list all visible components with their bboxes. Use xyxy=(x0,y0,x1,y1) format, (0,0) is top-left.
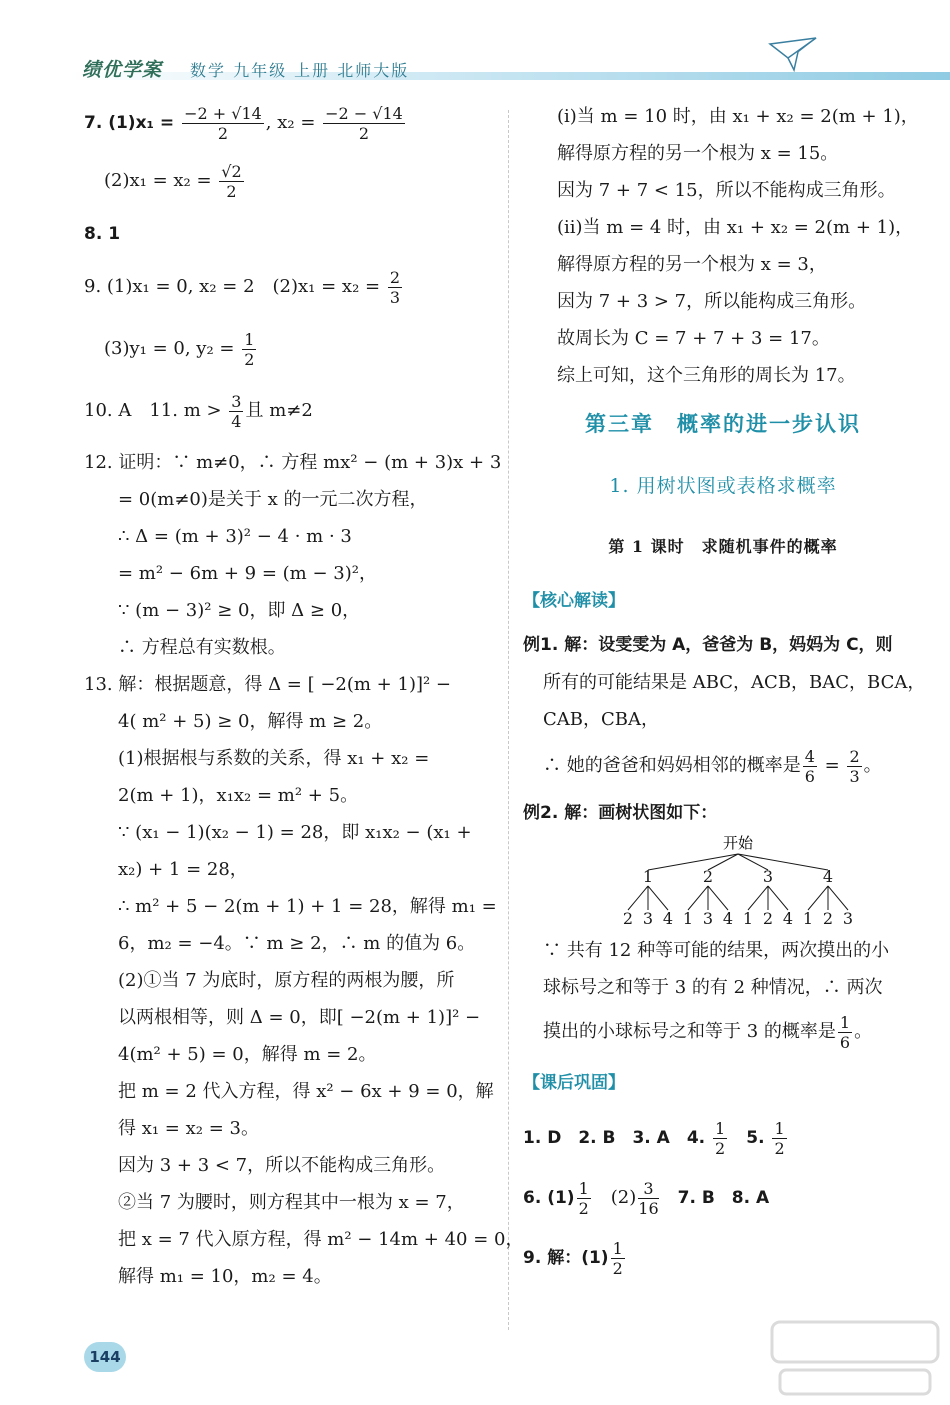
answer-12-line: 12. 证明：∵ m≠0，∴ 方程 mx² − (m + 3)x + 3 xyxy=(84,452,502,473)
answer-13-line: 4( m² + 5) ≥ 0，解得 m ≥ 2。 xyxy=(118,711,383,732)
tree-node-level2: 1 xyxy=(682,909,694,928)
tree-node-level1: 1 xyxy=(642,867,654,886)
column-divider xyxy=(508,110,509,1330)
answer-13-line: 得 x₁ = x₂ = 3。 xyxy=(118,1118,259,1139)
answer-13-line: 把 m = 2 代入方程，得 x² − 6x + 9 = 0，解 xyxy=(118,1081,494,1102)
answer-13-line: 2(m + 1)，x₁x₂ = m² + 5。 xyxy=(118,785,359,806)
tree-branch xyxy=(748,886,768,910)
answer-13-cont-line: (ⅱ)当 m = 4 时，由 x₁ + x₂ = 2(m + 1)， xyxy=(557,217,914,238)
example-2-line: 例2. 解：画树状图如下： xyxy=(523,803,718,823)
example-1-line: CAB，CBA， xyxy=(543,709,659,730)
paper-plane-icon xyxy=(768,34,818,74)
tree-branch xyxy=(628,886,648,910)
answer-13-cont-line: 解得原方程的另一个根为 x = 3， xyxy=(557,254,827,275)
core-reading-tag: 【核心解读】 xyxy=(523,591,625,611)
tree-node-level2: 2 xyxy=(762,909,774,928)
answer-13-line: ∴ m² + 5 − 2(m + 1) + 1 = 28，解得 m₁ = xyxy=(118,896,497,917)
answer-site-watermark-icon xyxy=(770,1320,940,1400)
chapter-title: 第三章 概率的进一步认识 xyxy=(585,412,861,436)
tree-branch xyxy=(708,886,728,910)
answer-13-line: x₂) + 1 = 28， xyxy=(118,859,248,880)
tree-node-level2: 4 xyxy=(722,909,734,928)
page-number: 144 xyxy=(84,1342,126,1372)
answer-13-line: 6，m₂ = −4。∵ m ≥ 2，∴ m 的值为 6。 xyxy=(118,933,476,954)
section-title: 1. 用树状图或表格求概率 xyxy=(609,475,837,497)
answer-9-1: 9. (1)x₁ = 0, x₂ = 2 (2)x₁ = x₂ = $\frac{2}{3}$ xyxy=(84,267,400,307)
left-column xyxy=(84,98,524,1295)
answer-9-2: (3)y₁ = 0, y₂ = $\frac{1}{2}$ xyxy=(104,329,255,369)
answer-13-cont-line: 因为 7 + 7 < 15，所以不能构成三角形。 xyxy=(557,180,896,201)
answer-13-line: 13. 解：根据题意，得 Δ = [ −2(m + 1)]² − xyxy=(84,674,452,695)
homework-line-1: 1. D 2. B 3. A 4. $\frac{1}{2}$ 5. $\frac{1}{2}$ xyxy=(523,1118,785,1158)
homework-line-3: 9. 解：(1) $\frac{1}{2}$ xyxy=(523,1238,623,1278)
tree-branch xyxy=(688,886,708,910)
answer-12-line: ∴ 方程总有实数根。 xyxy=(118,637,286,658)
after-class-tag: 【课后巩固】 xyxy=(523,1073,625,1093)
tree-branch xyxy=(738,854,828,870)
tree-branch xyxy=(828,886,848,910)
tree-node-level2: 2 xyxy=(822,909,834,928)
tree-node-level1: 2 xyxy=(702,867,714,886)
answer-12-line: = m² − 6m + 9 = (m − 3)²， xyxy=(118,563,377,584)
page-header xyxy=(0,0,950,95)
tree-diagram xyxy=(593,832,853,932)
example-1-line: 例1. 解：设雯雯为 A，爸爸为 B，妈妈为 C，则 xyxy=(523,635,893,655)
tree-branch xyxy=(768,886,788,910)
answer-8: 8. 1 xyxy=(84,224,121,244)
tree-branch xyxy=(648,854,738,870)
answer-13-cont-line: 综上可知，这个三角形的周长为 17。 xyxy=(557,365,856,386)
answer-13-line: ②当 7 为腰时，则方程其中一根为 x = 7， xyxy=(118,1192,465,1213)
homework-line-2: 6. (1) $\frac{1}{2}$ (2) $\frac{3}{16}$ 7. B 8. A xyxy=(523,1178,770,1218)
answer-13-cont-line: 因为 7 + 3 > 7，所以能构成三角形。 xyxy=(557,291,867,312)
tree-node-level2: 2 xyxy=(622,909,634,928)
tree-node-level1: 4 xyxy=(822,867,834,886)
tree-node-level2: 4 xyxy=(662,909,674,928)
tree-node-level2: 3 xyxy=(702,909,714,928)
tree-branch xyxy=(808,886,828,910)
answer-13-line: 解得 m₁ = 10，m₂ = 4。 xyxy=(118,1266,332,1287)
tree-node-level1: 3 xyxy=(762,867,774,886)
answer-12-line: ∴ Δ = (m + 3)² − 4 · m · 3 xyxy=(118,526,352,547)
answer-13-cont-line: (ⅰ)当 m = 10 时，由 x₁ + x₂ = 2(m + 1)， xyxy=(557,106,919,127)
answer-13-line: ∵ (x₁ − 1)(x₂ − 1) = 28，即 x₁x₂ − (x₁ + xyxy=(118,822,472,843)
tree-root-label: 开始 xyxy=(722,834,754,852)
answer-13-line: (1)根据根与系数的关系，得 x₁ + x₂ = xyxy=(118,748,430,769)
tree-node-level2: 1 xyxy=(802,909,814,928)
answer-13-line: (2)①当 7 为底时，原方程的两根为腰，所 xyxy=(118,970,455,991)
example-2-line: ∵ 共有 12 种等可能的结果，两次摸出的小 xyxy=(543,940,890,961)
answer-13-line: 把 x = 7 代入原方程，得 m² − 14m + 40 = 0， xyxy=(118,1229,524,1250)
answer-13-cont-line: 解得原方程的另一个根为 x = 15。 xyxy=(557,143,839,164)
example-1-result: ∴ 她的爸爸和妈妈相邻的概率是 $\frac{4}{6}$ = $\frac{2}{3}$ 。 xyxy=(543,746,882,786)
answer-13-line: 4(m² + 5) = 0，解得 m = 2。 xyxy=(118,1044,377,1065)
example-2-result: 摸出的小球标号之和等于 3 的概率是 $\frac{1}{6}$ 。 xyxy=(543,1012,873,1052)
book-subtitle: 数学 九年级 上册 北师大版 xyxy=(190,61,410,80)
tree-node-level2: 3 xyxy=(642,909,654,928)
tree-node-level2: 1 xyxy=(742,909,754,928)
example-1-line: 所有的可能结果是 ABC，ACB，BAC，BCA， xyxy=(543,672,926,693)
answer-12-line: ∵ (m − 3)² ≥ 0，即 Δ ≥ 0， xyxy=(118,600,361,621)
tree-node-level2: 4 xyxy=(782,909,794,928)
right-column xyxy=(523,98,926,1288)
example-2-line: 球标号之和等于 3 的有 2 种情况，∴ 两次 xyxy=(543,977,883,998)
tree-branch xyxy=(648,886,668,910)
answer-10-11: 10. A 11. m > $\frac{3}{4}$ 且 m≠2 xyxy=(84,391,313,431)
answer-13-cont-line: 故周长为 C = 7 + 7 + 3 = 17。 xyxy=(557,328,830,349)
answer-13-line: 以两根相等，则 Δ = 0，即[ −2(m + 1)]² − xyxy=(118,1007,481,1028)
lesson-title: 第 1 课时 求随机事件的概率 xyxy=(608,537,838,556)
answer-13-line: 因为 3 + 3 < 7，所以不能构成三角形。 xyxy=(118,1155,446,1176)
brand-logo: 绩优学案 xyxy=(82,59,163,81)
answer-12-line: = 0(m≠0)是关于 x 的一元二次方程， xyxy=(118,489,428,510)
answer-7-2: (2)x₁ = x₂ = $\frac{√2}{2}$ xyxy=(104,161,242,201)
answer-7-1: 7. (1)x₁ = $\frac{-2 + √14}{2}$ , x₂ = $\frac{-2 - √14}{2}$ xyxy=(84,103,403,143)
tree-node-level2: 3 xyxy=(842,909,853,928)
